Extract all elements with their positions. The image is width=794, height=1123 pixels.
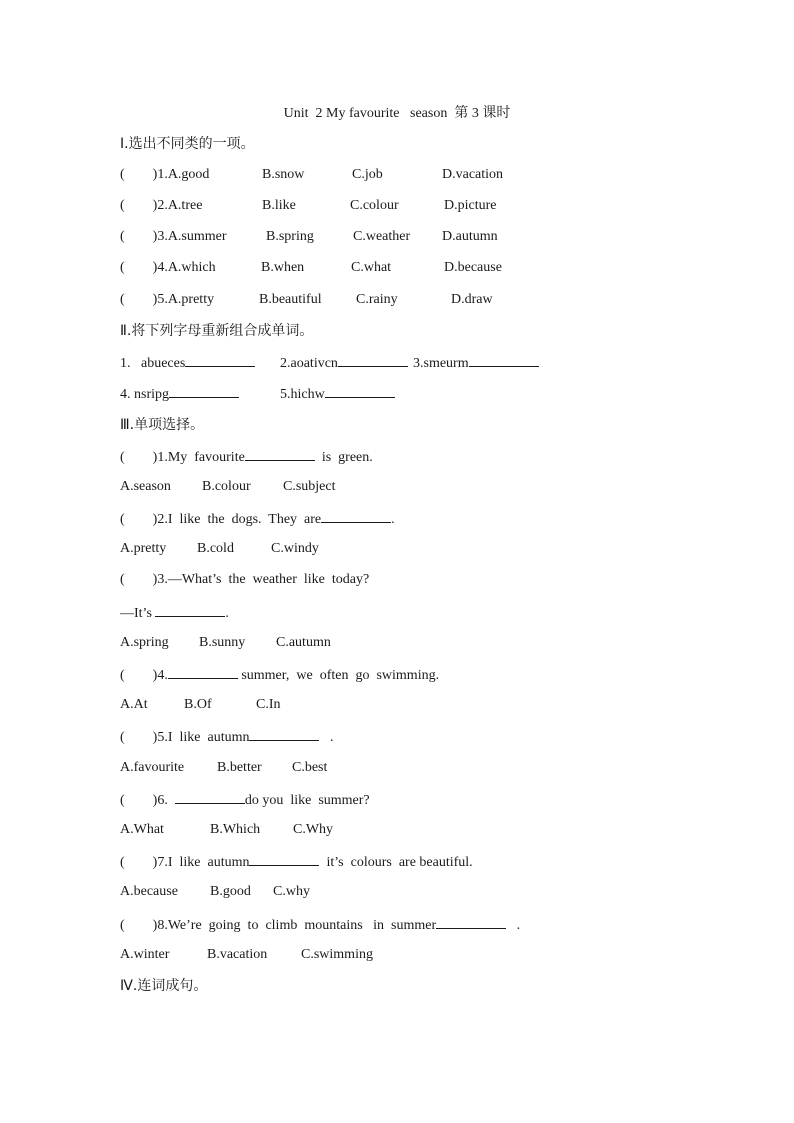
option-b: B.good <box>210 884 251 899</box>
section-4-heading: Ⅳ.连词成句。 <box>120 978 208 994</box>
s3-question-7 <box>120 853 473 871</box>
s2-item-4-text: 4. nsripg <box>120 387 169 402</box>
s2-item-3-text: 3.smeurm <box>413 356 469 371</box>
s2-item-1-text: 1. abueces <box>120 356 186 371</box>
s2-item-3 <box>413 354 539 372</box>
section-2-heading: Ⅱ.将下列字母重新组合成单词。 <box>120 323 314 339</box>
question-text: ( )1.My favourite <box>120 450 245 465</box>
s1-q4-c: C.what <box>351 260 392 275</box>
option-a: A.season <box>120 479 171 494</box>
s1-q3-d: D.autumn <box>442 229 498 244</box>
question-text: it’s colours are beautiful. <box>319 855 473 870</box>
s3-question-6 <box>120 791 370 809</box>
option-a: A.What <box>120 822 164 837</box>
question-text: ( )5.I like autumn <box>120 730 250 745</box>
s1-q2-a: ( )2.A.tree <box>120 198 203 213</box>
option-b: B.cold <box>197 541 234 556</box>
option-c: C.best <box>292 760 328 775</box>
option-a: A.pretty <box>120 541 167 556</box>
answer-blank[interactable] <box>185 354 255 367</box>
answer-blank[interactable] <box>469 354 539 367</box>
question-text: ( )8.We’re going to climb mountains in summer <box>120 918 437 933</box>
answer-blank[interactable] <box>169 385 239 398</box>
s1-q1-d: D.vacation <box>442 167 504 182</box>
option-b: B.sunny <box>199 635 246 650</box>
option-b: B.colour <box>202 479 251 494</box>
option-c: C.Why <box>293 822 334 837</box>
answer-blank[interactable] <box>175 791 245 804</box>
answer-blank[interactable] <box>249 728 319 741</box>
s1-q1-c: C.job <box>352 167 383 182</box>
s2-item-2-text: 2.aoativcn <box>280 356 338 371</box>
answer-blank[interactable] <box>321 510 391 523</box>
question-text: is green. <box>314 450 373 465</box>
s3-question-3-reply <box>120 604 229 622</box>
s3-question-4 <box>120 666 439 684</box>
question-text: —It’s <box>120 606 156 621</box>
s1-q3-c: C.weather <box>353 229 411 244</box>
s2-item-5 <box>280 385 395 403</box>
s3-question-8 <box>120 916 520 934</box>
s1-q2-c: C.colour <box>350 198 399 213</box>
option-b: B.Which <box>210 822 261 837</box>
answer-blank[interactable] <box>325 385 395 398</box>
option-c: C.why <box>273 884 310 899</box>
s1-q5-c: C.rainy <box>356 292 398 307</box>
option-a: A.because <box>120 884 178 899</box>
option-a: A.spring <box>120 635 169 650</box>
s2-item-4 <box>120 385 239 403</box>
s1-q3-a: ( )3.A.summer <box>120 229 227 244</box>
question-text: do you like summer? <box>244 793 370 808</box>
question-text: ( )7.I like autumn <box>120 855 250 870</box>
option-b: B.better <box>217 760 262 775</box>
s1-q1-a: ( )1.A.good <box>120 167 210 182</box>
option-a: A.winter <box>120 947 170 962</box>
s1-q4-b: B.when <box>261 260 305 275</box>
s1-q5-b: B.beautiful <box>259 292 322 307</box>
answer-blank[interactable] <box>245 448 315 461</box>
s3-question-5 <box>120 728 333 746</box>
answer-blank[interactable] <box>155 604 225 617</box>
s1-q5-a: ( )5.A.pretty <box>120 292 215 307</box>
answer-blank[interactable] <box>338 354 408 367</box>
question-text: ( )6. <box>120 793 175 808</box>
question-text: ( )2.I like the dogs. They are <box>120 512 322 527</box>
answer-blank[interactable] <box>168 666 238 679</box>
s1-q4-a: ( )4.A.which <box>120 260 216 275</box>
s1-q2-b: B.like <box>262 198 296 213</box>
question-text: . <box>319 730 334 745</box>
option-b: B.Of <box>184 697 212 712</box>
s3-question-1 <box>120 448 373 466</box>
s1-q2-d: D.picture <box>444 198 497 213</box>
option-c: C.subject <box>283 479 336 494</box>
s2-item-1 <box>120 354 255 372</box>
option-c: C.In <box>256 697 281 712</box>
s1-q5-d: D.draw <box>451 292 493 307</box>
option-a: A.favourite <box>120 760 185 775</box>
section-3-heading: Ⅲ.单项选择。 <box>120 417 205 433</box>
page-title: Unit 2 My favourite season 第 3 课时 <box>283 106 511 121</box>
answer-blank[interactable] <box>249 853 319 866</box>
option-c: C.autumn <box>276 635 331 650</box>
question-text: ( )4. <box>120 668 168 683</box>
section-1-heading: Ⅰ.选出不同类的一项。 <box>120 136 255 152</box>
s1-q4-d: D.because <box>444 260 502 275</box>
s3-question-2 <box>120 510 395 528</box>
s1-q1-b: B.snow <box>262 167 305 182</box>
option-c: C.windy <box>271 541 319 556</box>
s2-item-5-text: 5.hichw <box>280 387 325 402</box>
option-a: A.At <box>120 697 148 712</box>
s3-question-3: ( )3.—What’s the weather like today? <box>120 572 370 587</box>
s2-item-2 <box>280 354 408 372</box>
question-text: . <box>225 606 229 621</box>
option-b: B.vacation <box>207 947 268 962</box>
question-text: . <box>506 918 521 933</box>
question-text: . <box>391 512 395 527</box>
answer-blank[interactable] <box>436 916 506 929</box>
option-c: C.swimming <box>301 947 373 962</box>
question-text: summer, we often go swimming. <box>237 668 440 683</box>
s1-q3-b: B.spring <box>266 229 314 244</box>
